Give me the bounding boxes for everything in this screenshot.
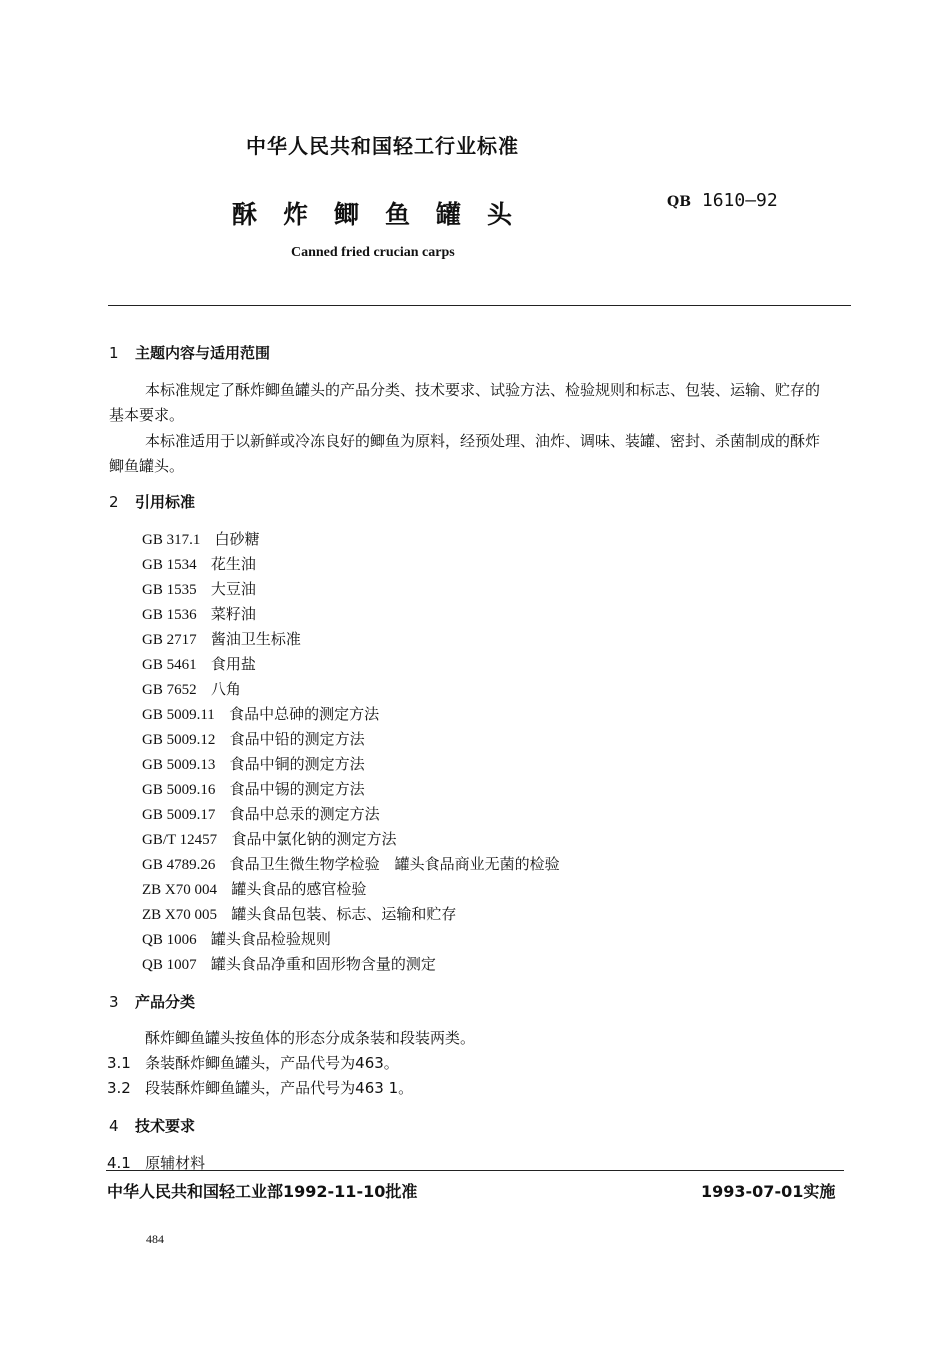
approval-line: 中华人民共和国轻工业部1992-11-10批准 — [107, 1182, 418, 1201]
reference-item — [142, 653, 256, 674]
page-number: 484 — [146, 1232, 164, 1246]
reference-name: 食品中铜的测定方法 — [229, 755, 365, 773]
reference-item — [142, 628, 301, 649]
reference-code: GB 1535 — [142, 582, 197, 598]
reference-code: GB 5009.12 — [142, 732, 216, 748]
reference-code: GB 5009.13 — [142, 757, 216, 773]
reference-code: GB 317.1 — [142, 532, 201, 548]
paragraph-line: 基本要求。 — [109, 406, 185, 424]
reference-item — [142, 878, 366, 899]
reference-code: GB 2717 — [142, 632, 197, 648]
subsection-number: 3.1 — [107, 1054, 131, 1072]
reference-name: 食品卫生微生物学检验 罐头食品商业无菌的检验 — [229, 855, 560, 873]
section-number: 2 — [109, 493, 119, 511]
subsection-text: 段装酥炸鲫鱼罐头，产品代号为463 1。 — [145, 1079, 414, 1097]
subsection-text: 原辅材料 — [145, 1154, 206, 1172]
reference-item — [142, 528, 260, 549]
reference-code: QB 1006 — [142, 932, 197, 948]
subsection-3-2 — [107, 1077, 413, 1098]
reference-name: 罐头食品检验规则 — [210, 930, 331, 948]
reference-name: 八角 — [210, 680, 241, 698]
reference-item — [142, 703, 379, 724]
reference-name: 食品中铅的测定方法 — [229, 730, 365, 748]
header-divider — [108, 305, 851, 306]
reference-code: QB 1007 — [142, 957, 197, 973]
section-title: 主题内容与适用范围 — [135, 344, 271, 362]
reference-item — [142, 578, 256, 599]
reference-item — [142, 603, 256, 624]
reference-item — [142, 928, 331, 949]
reference-code: GB 5461 — [142, 657, 197, 673]
reference-code: GB 5009.11 — [142, 707, 215, 723]
section-number: 4 — [109, 1117, 119, 1135]
subsection-3-1 — [107, 1052, 399, 1073]
reference-name: 食品中氯化钠的测定方法 — [231, 830, 397, 848]
reference-name: 罐头食品净重和固形物含量的测定 — [210, 955, 436, 973]
reference-item — [142, 953, 436, 974]
reference-code: GB 1536 — [142, 607, 197, 623]
reference-code: ZB X70 005 — [142, 907, 217, 923]
reference-code: GB 4789.26 — [142, 857, 216, 873]
section-title: 产品分类 — [135, 993, 196, 1011]
standard-organization: 中华人民共和国轻工行业标准 — [246, 134, 519, 158]
section-number: 1 — [109, 344, 119, 362]
reference-name: 菜籽油 — [210, 605, 256, 623]
section-3-heading — [109, 991, 195, 1012]
reference-name: 白砂糖 — [214, 530, 260, 548]
paragraph-line: 鲫鱼罐头。 — [109, 457, 185, 475]
reference-code: GB/T 12457 — [142, 832, 218, 848]
standard-code-number: 1610—92 — [701, 190, 778, 211]
section-1-heading — [109, 342, 270, 363]
reference-code: ZB X70 004 — [142, 882, 217, 898]
section-2-heading — [109, 491, 195, 512]
reference-item — [142, 853, 560, 874]
footer-divider — [106, 1170, 844, 1171]
paragraph-line: 酥炸鲫鱼罐头按鱼体的形态分成条装和段装两类。 — [145, 1029, 476, 1047]
effective-date: 1993-07-01实施 — [701, 1182, 836, 1201]
standard-code — [667, 190, 778, 211]
reference-code: GB 5009.17 — [142, 807, 216, 823]
section-title: 技术要求 — [135, 1117, 196, 1135]
english-title: Canned fried crucian carps — [291, 245, 455, 260]
paragraph-line: 本标准规定了酥炸鲫鱼罐头的产品分类、技术要求、试验方法、检验规则和标志、包装、运输、贮存的 — [145, 381, 821, 399]
reference-name: 罐头食品包装、标志、运输和贮存 — [231, 905, 457, 923]
standard-code-prefix: QB — [667, 194, 692, 210]
subsection-text: 条装酥炸鲫鱼罐头，产品代号为463。 — [145, 1054, 399, 1072]
reference-name: 食品中总砷的测定方法 — [229, 705, 380, 723]
section-4-heading — [109, 1115, 195, 1136]
section-title: 引用标准 — [135, 493, 196, 511]
reference-item — [142, 828, 396, 849]
reference-item — [142, 903, 456, 924]
reference-name: 大豆油 — [210, 580, 256, 598]
subsection-number: 3.2 — [107, 1079, 131, 1097]
reference-name: 酱油卫生标准 — [210, 630, 301, 648]
reference-name: 食品中锡的测定方法 — [229, 780, 365, 798]
reference-item — [142, 553, 256, 574]
reference-item — [142, 778, 365, 799]
reference-name: 食用盐 — [210, 655, 256, 673]
reference-code: GB 7652 — [142, 682, 197, 698]
reference-name: 罐头食品的感官检验 — [231, 880, 367, 898]
reference-item — [142, 753, 365, 774]
reference-name: 花生油 — [210, 555, 256, 573]
reference-item — [142, 678, 241, 699]
document-title: 酥炸鲫鱼罐头 — [232, 200, 539, 229]
reference-item — [142, 728, 365, 749]
reference-code: GB 1534 — [142, 557, 197, 573]
subsection-number: 4.1 — [107, 1154, 131, 1172]
reference-item — [142, 803, 380, 824]
paragraph-line: 本标准适用于以新鲜或冷冻良好的鲫鱼为原料，经预处理、油炸、调味、装罐、密封、杀菌制成的酥炸 — [145, 432, 821, 450]
section-number: 3 — [109, 993, 119, 1011]
reference-code: GB 5009.16 — [142, 782, 216, 798]
reference-name: 食品中总汞的测定方法 — [229, 805, 380, 823]
